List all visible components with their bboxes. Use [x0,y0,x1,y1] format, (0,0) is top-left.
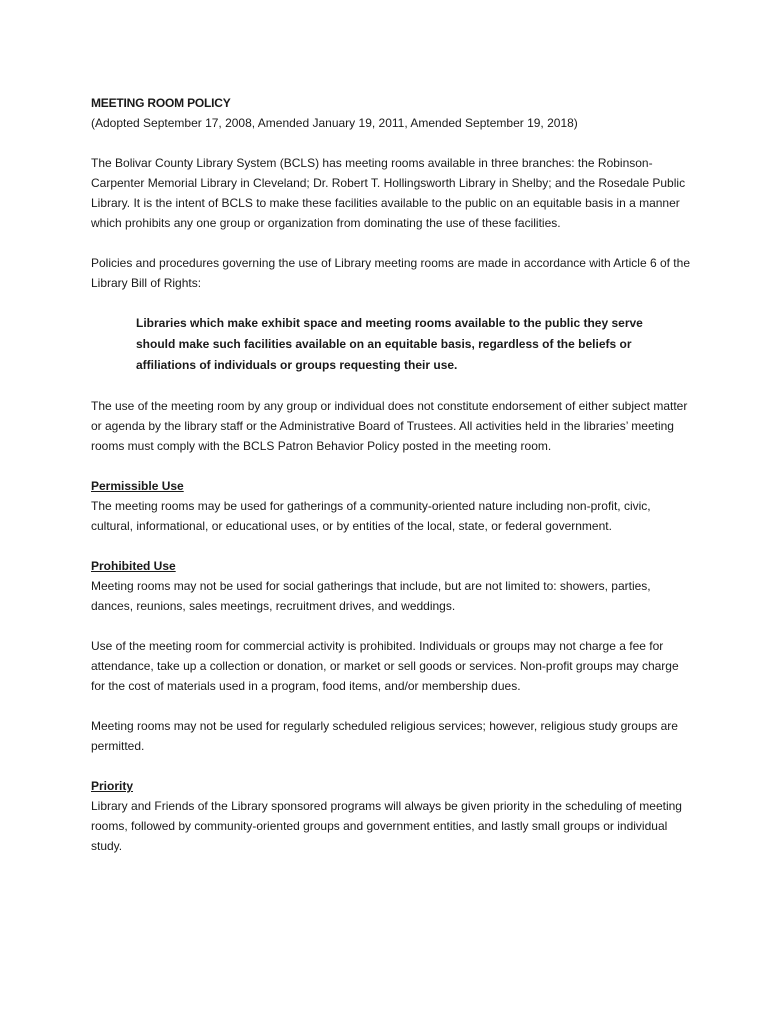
intro-paragraph: The Bolivar County Library System (BCLS) has meeting rooms available in three branches: the Robinson-Carpenter Memorial Library in Cleveland; Dr. Robert T. Hollingsworth Library in Shelby; and the Rosedale Public Library. It is the intent of BCLS to make these facilities available to the public on an equitable basis in a manner which prohibits any one group or organization from dominating the use of these facilities. [91,156,686,230]
document-title: MEETING ROOM POLICY [91,96,231,110]
document-header [91,93,691,133]
bill-of-rights-quote: Libraries which make exhibit space and meeting rooms available to the public they serve should make such facilities available on an equitable basis, regardless of the beliefs or affiliations of individuals or groups requesting their use. [136,316,643,372]
priority-text: Library and Friends of the Library sponsored programs will always be given priority in the scheduling of meeting rooms, followed by community-oriented groups and government entities, and lastly small groups or individual study. [91,799,682,853]
prohibited-use-section [91,556,691,616]
document-subtitle: (Adopted September 17, 2008, Amended January 19, 2011, Amended September 19, 2018) [91,116,578,130]
policies-intro-paragraph: Policies and procedures governing the use of Library meeting rooms are made in accordance with Article 6 of the Library Bill of Rights: [91,256,690,290]
religious-services-paragraph: Meeting rooms may not be used for regularly scheduled religious services; however, religious study groups are permitted. [91,719,678,753]
priority-section [91,776,691,856]
document-page [91,93,691,876]
permissible-use-section [91,476,691,536]
permissible-use-heading: Permissible Use [91,479,184,493]
permissible-use-text: The meeting rooms may be used for gatherings of a community-oriented nature including non-profit, civic, cultural, informational, or educational uses, or by entities of the local, state, or federal government. [91,499,651,533]
commercial-activity-paragraph: Use of the meeting room for commercial activity is prohibited. Individuals or groups may not charge a fee for attendance, take up a collection or donation, or market or sell goods or services. Non-profit groups may charge for the cost of materials used in a program, food items, and/or membership dues. [91,639,679,693]
prohibited-use-text: Meeting rooms may not be used for social gatherings that include, but are not limited to: showers, parties, dances, reunions, sales meetings, recruitment drives, and weddings. [91,579,651,613]
prohibited-use-heading: Prohibited Use [91,559,176,573]
endorsement-paragraph: The use of the meeting room by any group or individual does not constitute endorsement of either subject matter or agenda by the library staff or the Administrative Board of Trustees. All activities held in the libraries’ meeting rooms must comply with the BCLS Patron Behavior Policy posted in the meeting room. [91,399,688,453]
priority-heading: Priority [91,779,134,793]
